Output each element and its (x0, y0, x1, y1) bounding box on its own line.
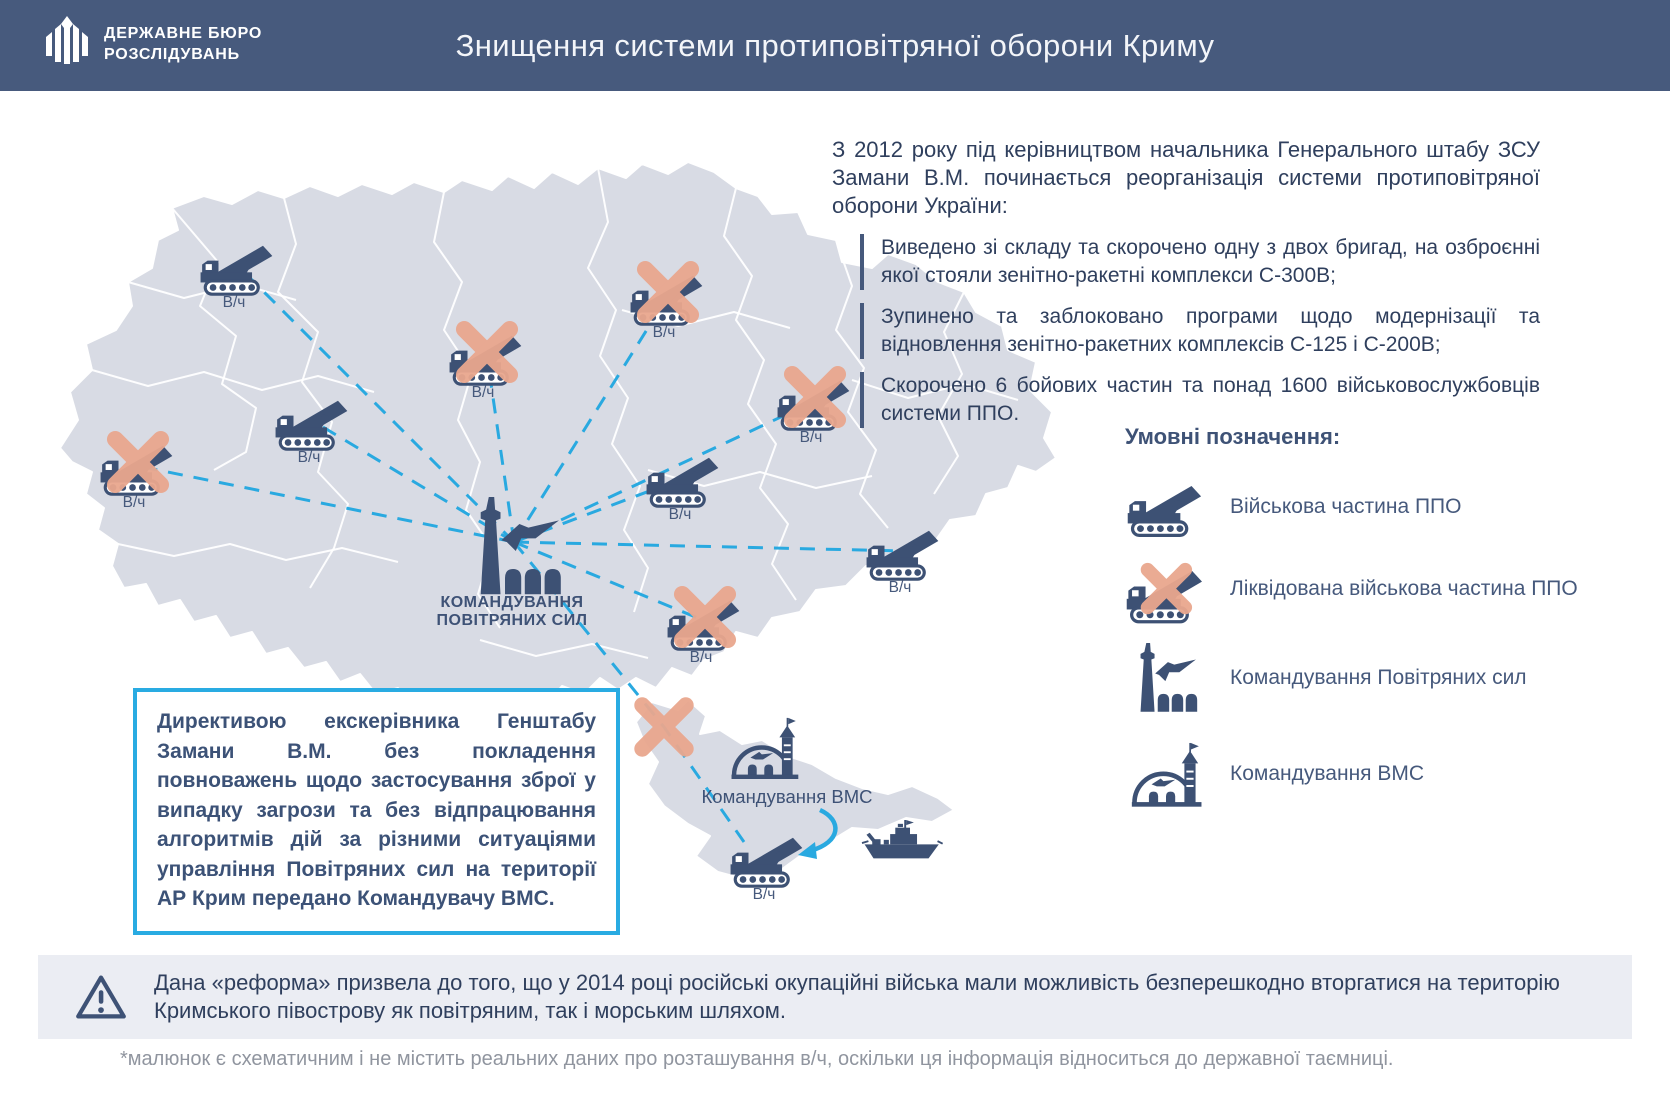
air-command-label-line2: ПОВІТРЯНИХ СИЛ (436, 612, 588, 629)
bullet-item: Скорочено 6 бойових частин та понад 1600 військовослужбовців системи ППО. (860, 372, 1540, 428)
dbr-logo-text (104, 24, 262, 66)
unit-label: В/ч (752, 886, 776, 903)
legend-item-air-command (1118, 638, 1527, 718)
legend-item-label: Командування ВМС (1230, 762, 1425, 785)
legend-item-navy-command (1118, 736, 1424, 812)
air-force-command-icon (1118, 643, 1214, 713)
dbr-logo-line2: РОЗСЛІДУВАНЬ (104, 46, 240, 63)
unit-label: В/ч (668, 506, 692, 523)
unit-label: В/ч (888, 579, 912, 596)
unit-label: В/ч (222, 294, 246, 311)
footnote: *малюнок є схематичним і не містить реальних даних про розташування в/ч, оскільки ця інформація відноситься до державної таємниці. (120, 1048, 1394, 1070)
legend-item-liquidated-unit (1118, 552, 1578, 626)
page-title: Знищення системи протиповітряної оборони Криму (455, 27, 1215, 63)
unit-label: В/ч (122, 494, 146, 511)
bullet-item: Зупинено та заблоковано програми щодо модернізації та відновлення зенітно-ракетних комплексів С-125 і С-200В; (860, 303, 1540, 359)
unit-label: В/ч (689, 649, 713, 666)
unit-label: В/ч (799, 429, 823, 446)
warning-triangle-icon (74, 972, 128, 1022)
navy-command-label: Командування ВМС (701, 786, 873, 807)
directive-box: Директивою екскерівника Генштабу Замани В.М. без покладення повноважень щодо застосування зброї у випадку загрози та без відпрацювання алгоритмів дій за різними ситуаціями управління Повітряних сил на території АР Крим передано Командувачу ВМС. (133, 688, 620, 935)
unit-label: В/ч (652, 324, 676, 341)
legend-item-label: Ліквідована військова частина ППО (1230, 577, 1578, 600)
legend-item-label: Військова частина ППО (1230, 495, 1462, 518)
navy-command-icon (1118, 741, 1214, 808)
legend-item-label: Командування Повітряних сил (1230, 666, 1527, 689)
launcher-icon (1118, 478, 1214, 537)
liquidated-launcher-icon (1118, 553, 1214, 625)
dbr-logo-line1: ДЕРЖАВНЕ БЮРО (104, 25, 263, 43)
intro-paragraph: З 2012 року під керівництвом начальника Генерального штабу ЗСУ Замани В.М. починається реорганізація системи протиповітряної оборони України: (832, 137, 1540, 218)
legend-title: Умовні позначення: (1125, 424, 1341, 449)
warning-text: Дана «реформа» призвела до того, що у 2014 році російські окупаційні війська мали можливість безперешкодно вторгатися на територію Кримського півострову як повітряним, так і морським шляхом. (154, 969, 1560, 1023)
dbr-logo (44, 16, 262, 74)
warning-strip (38, 955, 1632, 1039)
legend-item-unit (1118, 476, 1461, 538)
bullet-item: Виведено зі складу та скорочено одну з двох бригад, на озброєнні якої стояли зенітно-ракетні комплекси С-300В; (860, 234, 1540, 290)
dbr-trident-icon (44, 16, 90, 74)
air-command-label-line1: КОМАНДУВАННЯ (440, 594, 584, 611)
unit-label: В/ч (297, 449, 321, 466)
reform-bullets (860, 234, 1540, 441)
header-bar (0, 0, 1670, 91)
unit-label: В/ч (471, 384, 495, 401)
